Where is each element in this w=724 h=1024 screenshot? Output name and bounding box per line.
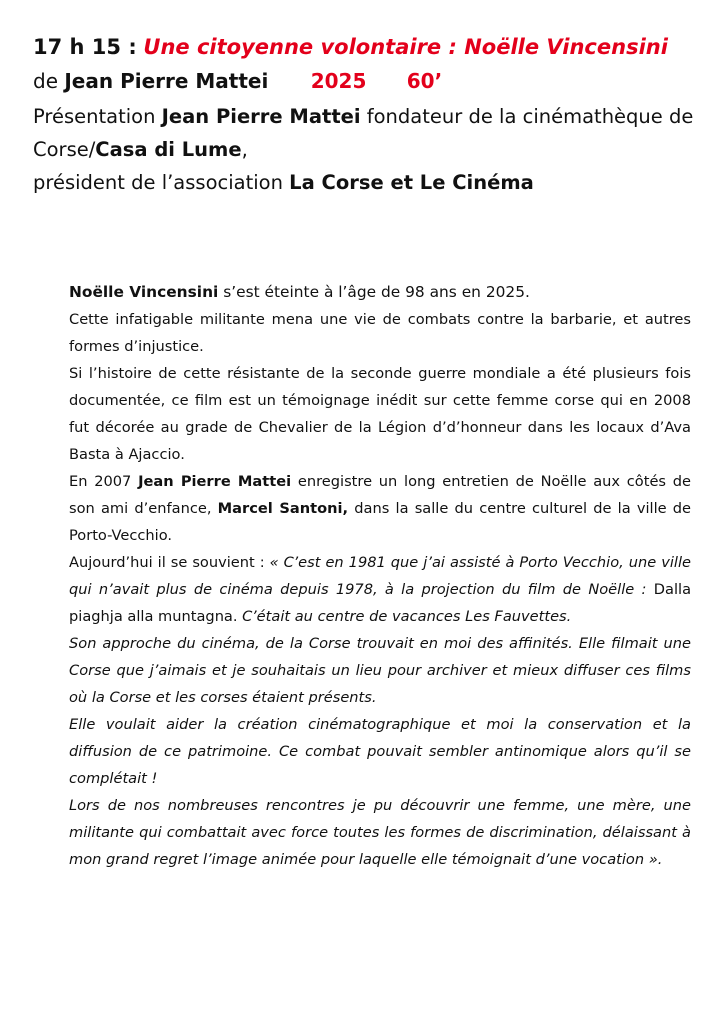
article-body <box>69 279 691 873</box>
film-year: 2025 <box>310 69 367 93</box>
presentation-mid2: président de l’association <box>33 171 283 194</box>
presenter-name: Jean Pierre Mattei <box>161 105 361 128</box>
de-label: de <box>33 69 58 93</box>
name-jean-pierre-mattei: Jean Pierre Mattei <box>138 473 292 490</box>
paragraph-2: Cette infatigable militante mena une vie de combats contre la barbarie, et autres formes d’injustice. <box>69 311 691 355</box>
presentation-mid: fondateur de la cinémathèque de Corse/ <box>33 105 694 161</box>
paragraph-7: Elle voulait aider la création cinématographique et moi la conservation et la diffusion de ce patrimoine. Ce combat pouvait sembler antinomique alors qu’il se complétait ! <box>69 716 691 787</box>
program-header <box>33 30 703 199</box>
paragraph-5-a: Aujourd’hui il se souvient : <box>69 554 265 571</box>
paragraph-1-text: s’est éteinte à l’âge de 98 ans en 2025. <box>223 283 530 301</box>
film-name: Dalla piaghja alla muntagna. <box>69 581 692 625</box>
org-corse-cinema: La Corse et Le Cinéma <box>289 171 534 194</box>
subject-name: Noëlle Vincensini <box>69 283 219 301</box>
paragraph-5 <box>69 549 691 630</box>
film-duration: 60’ <box>406 69 443 93</box>
paragraph-8: Lors de nos nombreuses rencontres je pu découvrir une femme, une mère, une militante qui combattait avec force toutes les formes de discrimination, délaissant à mon grand regret l’image animée pour laquelle elle témoignait d’une vocation ». <box>69 797 691 868</box>
paragraph-1 <box>69 279 691 306</box>
paragraph-4 <box>69 468 691 549</box>
screening-line <box>33 30 703 64</box>
paragraph-4-a: En 2007 <box>69 473 132 490</box>
screening-time: 17 h 15 : <box>33 35 137 59</box>
film-title: Une citoyenne volontaire : Noëlle Vincensini <box>143 35 668 59</box>
quote-continued: C’était au centre de vacances Les Fauvettes. <box>242 608 572 625</box>
presentation-prefix: Présentation <box>33 105 156 128</box>
director-name: Jean Pierre Mattei <box>64 69 269 93</box>
quote-start: « C’est en 1981 que j’ai assisté à Porto Vecchio, une ville qui n’avait plus de cinéma depuis 1978, à la projection du film de Noëlle : <box>69 554 692 598</box>
paragraph-4-c: dans la salle du centre culturel de la ville de Porto-Vecchio. <box>69 500 692 544</box>
credits-line <box>33 64 703 98</box>
org-casa-di-lume: Casa di Lume <box>95 138 242 161</box>
paragraph-4-b: enregistre un long entretien de Noëlle aux côtés de son ami d’enfance, <box>69 473 692 517</box>
presentation-text <box>33 100 703 199</box>
paragraph-3: Si l’histoire de cette résistante de la seconde guerre mondiale a été plusieurs fois documentée, ce film est un témoignage inédit sur cette femme corse qui en 2008 fut décorée au grade de Chevalier de la Légion d’d’honneur dans les locaux d’Ava Basta à Ajaccio. <box>69 365 691 463</box>
paragraph-6: Son approche du cinéma, de la Corse trouvait en moi des affinités. Elle filmait une Corse que j’aimais et je souhaitais un lieu pour archiver et mieux diffuser ces films où la Corse et les corses étaient présents. <box>69 635 691 706</box>
presentation-comma: , <box>241 138 248 161</box>
name-marcel-santoni: Marcel Santoni, <box>217 500 349 517</box>
